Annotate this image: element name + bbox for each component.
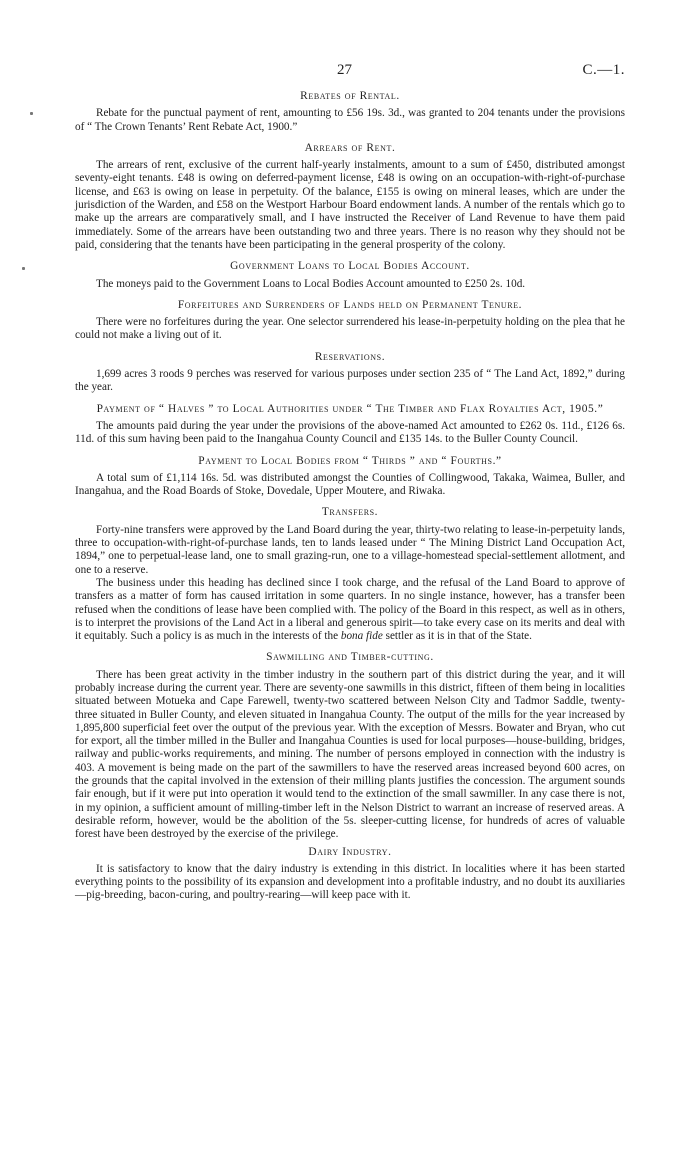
paragraph: Forty-nine transfers were approved by the Land Board during the year, thirty-two relating to lease-in-perpetuity lands, three to occupation-with-right-of-purchase lands, ten to lands leased under “ The Mining District Land Occupation Act, 1894,” one to perpetual-lease land, one to small grazing-run, one to a village-homestead special-settlement allotment, and one to a reserve. bbox=[75, 523, 625, 576]
paragraph: The moneys paid to the Government Loans to Local Bodies Account amounted to £250 2s. 10d. bbox=[96, 277, 526, 290]
section-heading: Arrears of Rent. bbox=[304, 141, 396, 154]
section-heading: Transfers. bbox=[321, 506, 379, 519]
section-forfeitures bbox=[75, 299, 625, 343]
paragraph bbox=[75, 577, 625, 643]
page-header bbox=[75, 64, 625, 90]
section-heading: Reservations. bbox=[314, 350, 386, 363]
section-heading: Sawmilling and Timber-cutting. bbox=[266, 651, 434, 664]
paragraph: It is satisfactory to know that the dairy industry is extending in this district. In localities where it has been started everything points to the possibility of its expansion and development into a profitable industry, and no doubt its auxiliaries—pig-breeding, bacon-curing, and poultry-rearing—will keep pace with it. bbox=[75, 862, 625, 902]
italic-phrase: bona fide bbox=[340, 630, 383, 643]
section-arrears bbox=[75, 142, 625, 252]
paragraph: A total sum of £1,114 16s. 5d. was distributed amongst the Counties of Collingwood, Takaka, Waimea, Buller, and Inangahua, and the Road Boards of Stoke, Dovedale, Upper Moutere, and Riwaka. bbox=[75, 471, 625, 498]
section-heading: Government Loans to Local Bodies Account. bbox=[230, 260, 470, 273]
paragraph-text: settler as it is in that of the State. bbox=[385, 630, 532, 643]
section-dairy bbox=[75, 846, 625, 903]
paragraph: There were no forfeitures during the year. One selector surrendered his lease-in-perpetuity holding on the plea that he could not make a living out of it. bbox=[75, 316, 625, 342]
section-heading: Dairy Industry. bbox=[308, 845, 392, 858]
section-reservations bbox=[75, 351, 625, 395]
section-halves bbox=[75, 403, 625, 447]
section-transfers bbox=[75, 506, 625, 643]
paragraph: Rebate for the punctual payment of rent, amounting to £56 19s. 3d., was granted to 204 tenants under the provisions of “ The Crown Tenants’ Rent Rebate Act, 1900.” bbox=[75, 107, 625, 133]
section-rebates bbox=[75, 90, 625, 134]
section-loans bbox=[75, 260, 625, 291]
paragraph: The arrears of rent, exclusive of the current half-yearly instalments, amount to a sum of £450, distributed amongst seventy-eight tenants. £48 is owing on deferred-payment license, £48 is owing on an occupation-with-right-of-purchase license, and £63 is owing on lease in perpetuity. Of the balance, £155 is owing on mineral leases, which are under the jurisdiction of the Warden, and £58 on the Westport Harbour Board endowment lands. A number of the rentals which go to make up the arrears are comparatively small, and I have instructed the Receiver of Land Revenue to have them paid immediately. Some of the arrears have been outstanding two and three years. There is no reason why they should not be paid, considering that the tenants have been participating in the general prosperity of the colony. bbox=[75, 159, 625, 251]
document-reference: C.—1. bbox=[582, 62, 625, 78]
paragraph: 1,699 acres 3 roods 9 perches was reserved for various purposes under section 235 of “ The Land Act, 1892,” during the year. bbox=[75, 368, 625, 394]
section-thirds bbox=[75, 455, 625, 499]
margin-speck bbox=[30, 112, 33, 115]
section-sawmilling bbox=[75, 651, 625, 841]
margin-speck bbox=[22, 267, 25, 270]
document-page bbox=[75, 64, 625, 911]
section-heading: Payment to Local Bodies from “ Thirds ” and “ Fourths.” bbox=[198, 454, 502, 467]
page-number: 27 bbox=[337, 62, 352, 78]
paragraph: There has been great activity in the timber industry in the southern part of this district during the year, and it will probably increase during the current year. There are seventy-one sawmills in this district, fifteen of them being in localities situated between Motueka and Cape Farewell, twenty-two scattered between Nelson City and Tadmor Saddle, twenty-three situated in Buller County, and eleven situated in Inangahua County. The output of the mills for the year increased by 1,895,800 superficial feet over the output of the previous year. With the exception of Messrs. Bowater and Bryan, who cut for export, all the timber milled in the Buller and Inangahua Counties is used for local purposes—house-building, bridges, railway and public-works requirements, and mining. The number of persons employed in connection with the industry is 403. A movement is being made on the part of the sawmillers to have the reserved areas increased beyond 600 acres, on the grounds that the capital involved in the extension of their milling plants justifies the concession. The argument sounds fair enough, but if it were put into operation it would tend to the extinction of the small sawmiller. In any case there is not, in my opinion, a sufficient amount of milling-timber left in the Nelson District to warrant an increase of reserved areas. A desirable reform, however, would be the abolition of the 5s. sleeper-cutting license, for hundreds of acres of valuable forest have been destroyed by the exercise of the privilege. bbox=[75, 668, 625, 841]
paragraph: The amounts paid during the year under the provisions of the above-named Act amounted to £262 0s. 11d., £126 6s. 11d. of this sum having been paid to the Inangahua County Council and £135 14s. to the Buller County Council. bbox=[75, 419, 625, 446]
section-heading: Payment of “ Halves ” to Local Authorities under “ The Timber and Flax Royalties Act, 1905.” bbox=[96, 402, 604, 415]
section-heading: Forfeitures and Surrenders of Lands held on Permanent Tenure. bbox=[177, 298, 523, 311]
section-heading: Rebates of Rental. bbox=[300, 90, 400, 102]
paragraph-text: The business under this heading has declined since I took charge, and the refusal of the Land Board to approve of transfers as a matter of form has caused irritation in some quarters. In no single instance, however, has a transfer been refused when the conditions of lease have been complied with. The policy of the Board in this respect, as well as in others, is to interpret the provisions of the Land Act in a liberal and generous spirit—to take every case on its merits and deal with it equitably. Such a policy is as much in the interests of the bbox=[75, 576, 625, 643]
